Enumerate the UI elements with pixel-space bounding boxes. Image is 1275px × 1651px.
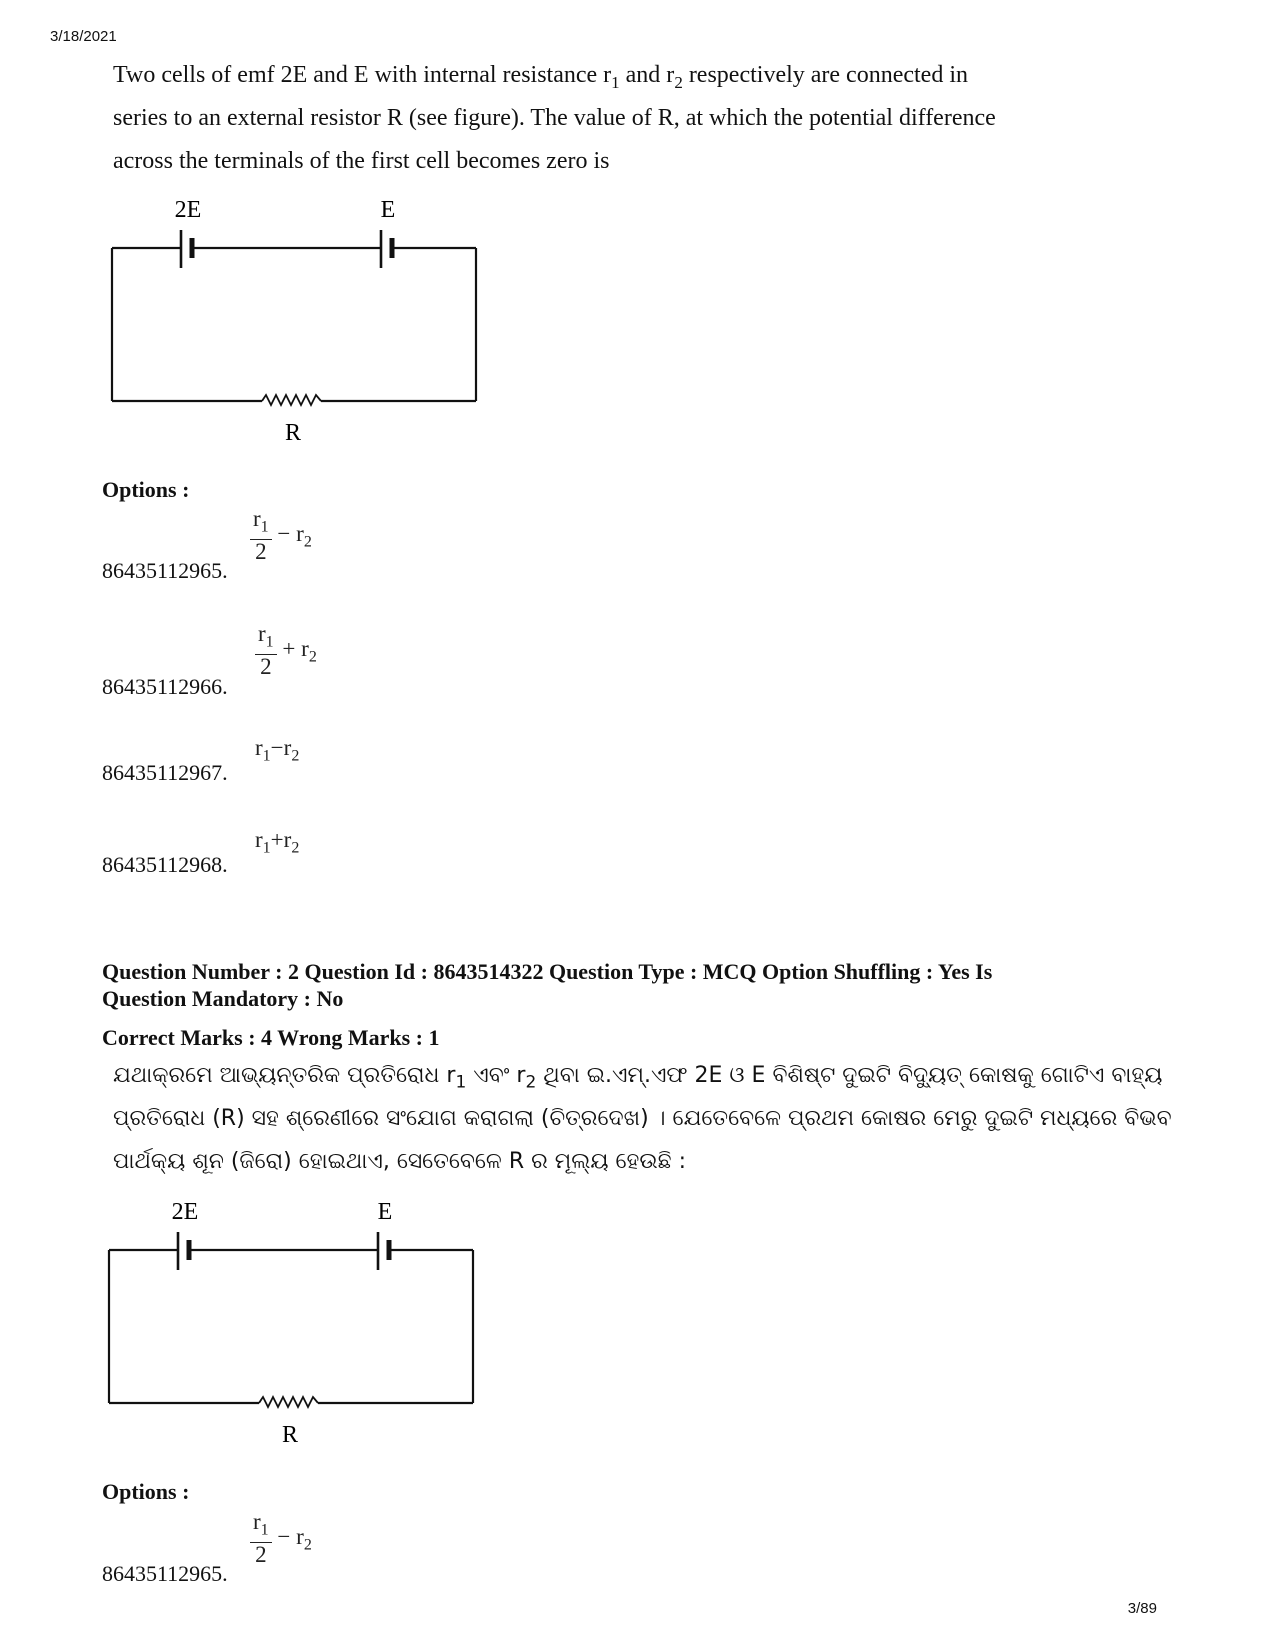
question-line: ଯଥାକ୍ରମେ ଆଭ୍ୟନ୍ତରିକ ପ୍ରତିରୋଧ $r_1$ ଏବଂ $r_2$ ଥିବା ଇ.ଏମ୍.ଏଫ 2E ଓ E ବିଶିଷ୍ଟ ଦୁଇଟି ବିଦ୍ୟୁତ୍ କୋଷକୁ ଗୋଟିଏ ବାହ୍ୟ (113, 1063, 1163, 1093)
resistor-label: R (281, 1422, 299, 1448)
option-expression: $\frac{r_1}{2}$ − $r_2$ (250, 1511, 312, 1567)
cell-label-e: E (377, 1199, 393, 1225)
options-label: Options : (102, 1479, 190, 1504)
option-id: 86435112965. (102, 558, 228, 583)
cell-label-2e: 2E (174, 197, 202, 223)
question-text-odia (113, 1054, 1178, 1183)
question-line: series to an external resistor R (see figure). The value of R, at which the potential difference (113, 105, 996, 131)
cell-label-e: E (380, 197, 396, 223)
question-line: ପ୍ରତିରୋଧ (R) ସହ ଶ୍ରେଣୀରେ ସଂଯୋଗ କରାଗଲା (ଚିତ୍ରଦେଖ) । ଯେତେବେଳେ ପ୍ରଥମ କୋଷର ମେରୁ ଦୁଇଟି ମଧ୍ୟରେ ବିଭବ (113, 1106, 1172, 1131)
question-text-english (113, 54, 1178, 183)
question-line: across the terminals of the first cell becomes zero is (113, 148, 610, 174)
circuit-diagram (100, 188, 500, 458)
option-expression: $\frac{r_1}{2}$ + $r_2$ (255, 623, 317, 679)
option-id: 86435112967. (102, 760, 228, 785)
question-line: ପାର୍ଥକ୍ୟ ଶୂନ (ଜିରୋ) ହୋଇଥାଏ, ସେତେବେଳେ R ର ମୂଲ୍ୟ ହେଉଛି : (113, 1149, 687, 1174)
option-expression: $r_1-r_2$ (255, 735, 300, 765)
page-number: 3/89 (1127, 1600, 1157, 1617)
resistor-label: R (284, 420, 302, 446)
option-id: 86435112966. (102, 674, 228, 699)
cell-label-2e: 2E (171, 1199, 199, 1225)
print-date: 3/18/2021 (50, 28, 117, 45)
question-line: Two cells of emf 2E and E with internal resistance $r_1$ and $r_2$ respectively are connected in (113, 62, 968, 92)
resistor-symbol (262, 395, 321, 405)
resistor-symbol (259, 1397, 318, 1407)
option-expression: $\frac{r_1}{2}$ − $r_2$ (250, 508, 312, 564)
option-expression: $r_1+r_2$ (255, 827, 300, 857)
circuit-diagram (97, 1190, 497, 1460)
question-marks: Correct Marks : 4 Wrong Marks : 1 (102, 1025, 440, 1050)
question-meta: Question Number : 2 Question Id : 8643514322 Question Type : MCQ Option Shuffling : Yes Is Question Mandatory : No (102, 959, 993, 1011)
option-id: 86435112968. (102, 852, 228, 877)
options-label: Options : (102, 477, 190, 502)
option-id: 86435112965. (102, 1561, 228, 1586)
